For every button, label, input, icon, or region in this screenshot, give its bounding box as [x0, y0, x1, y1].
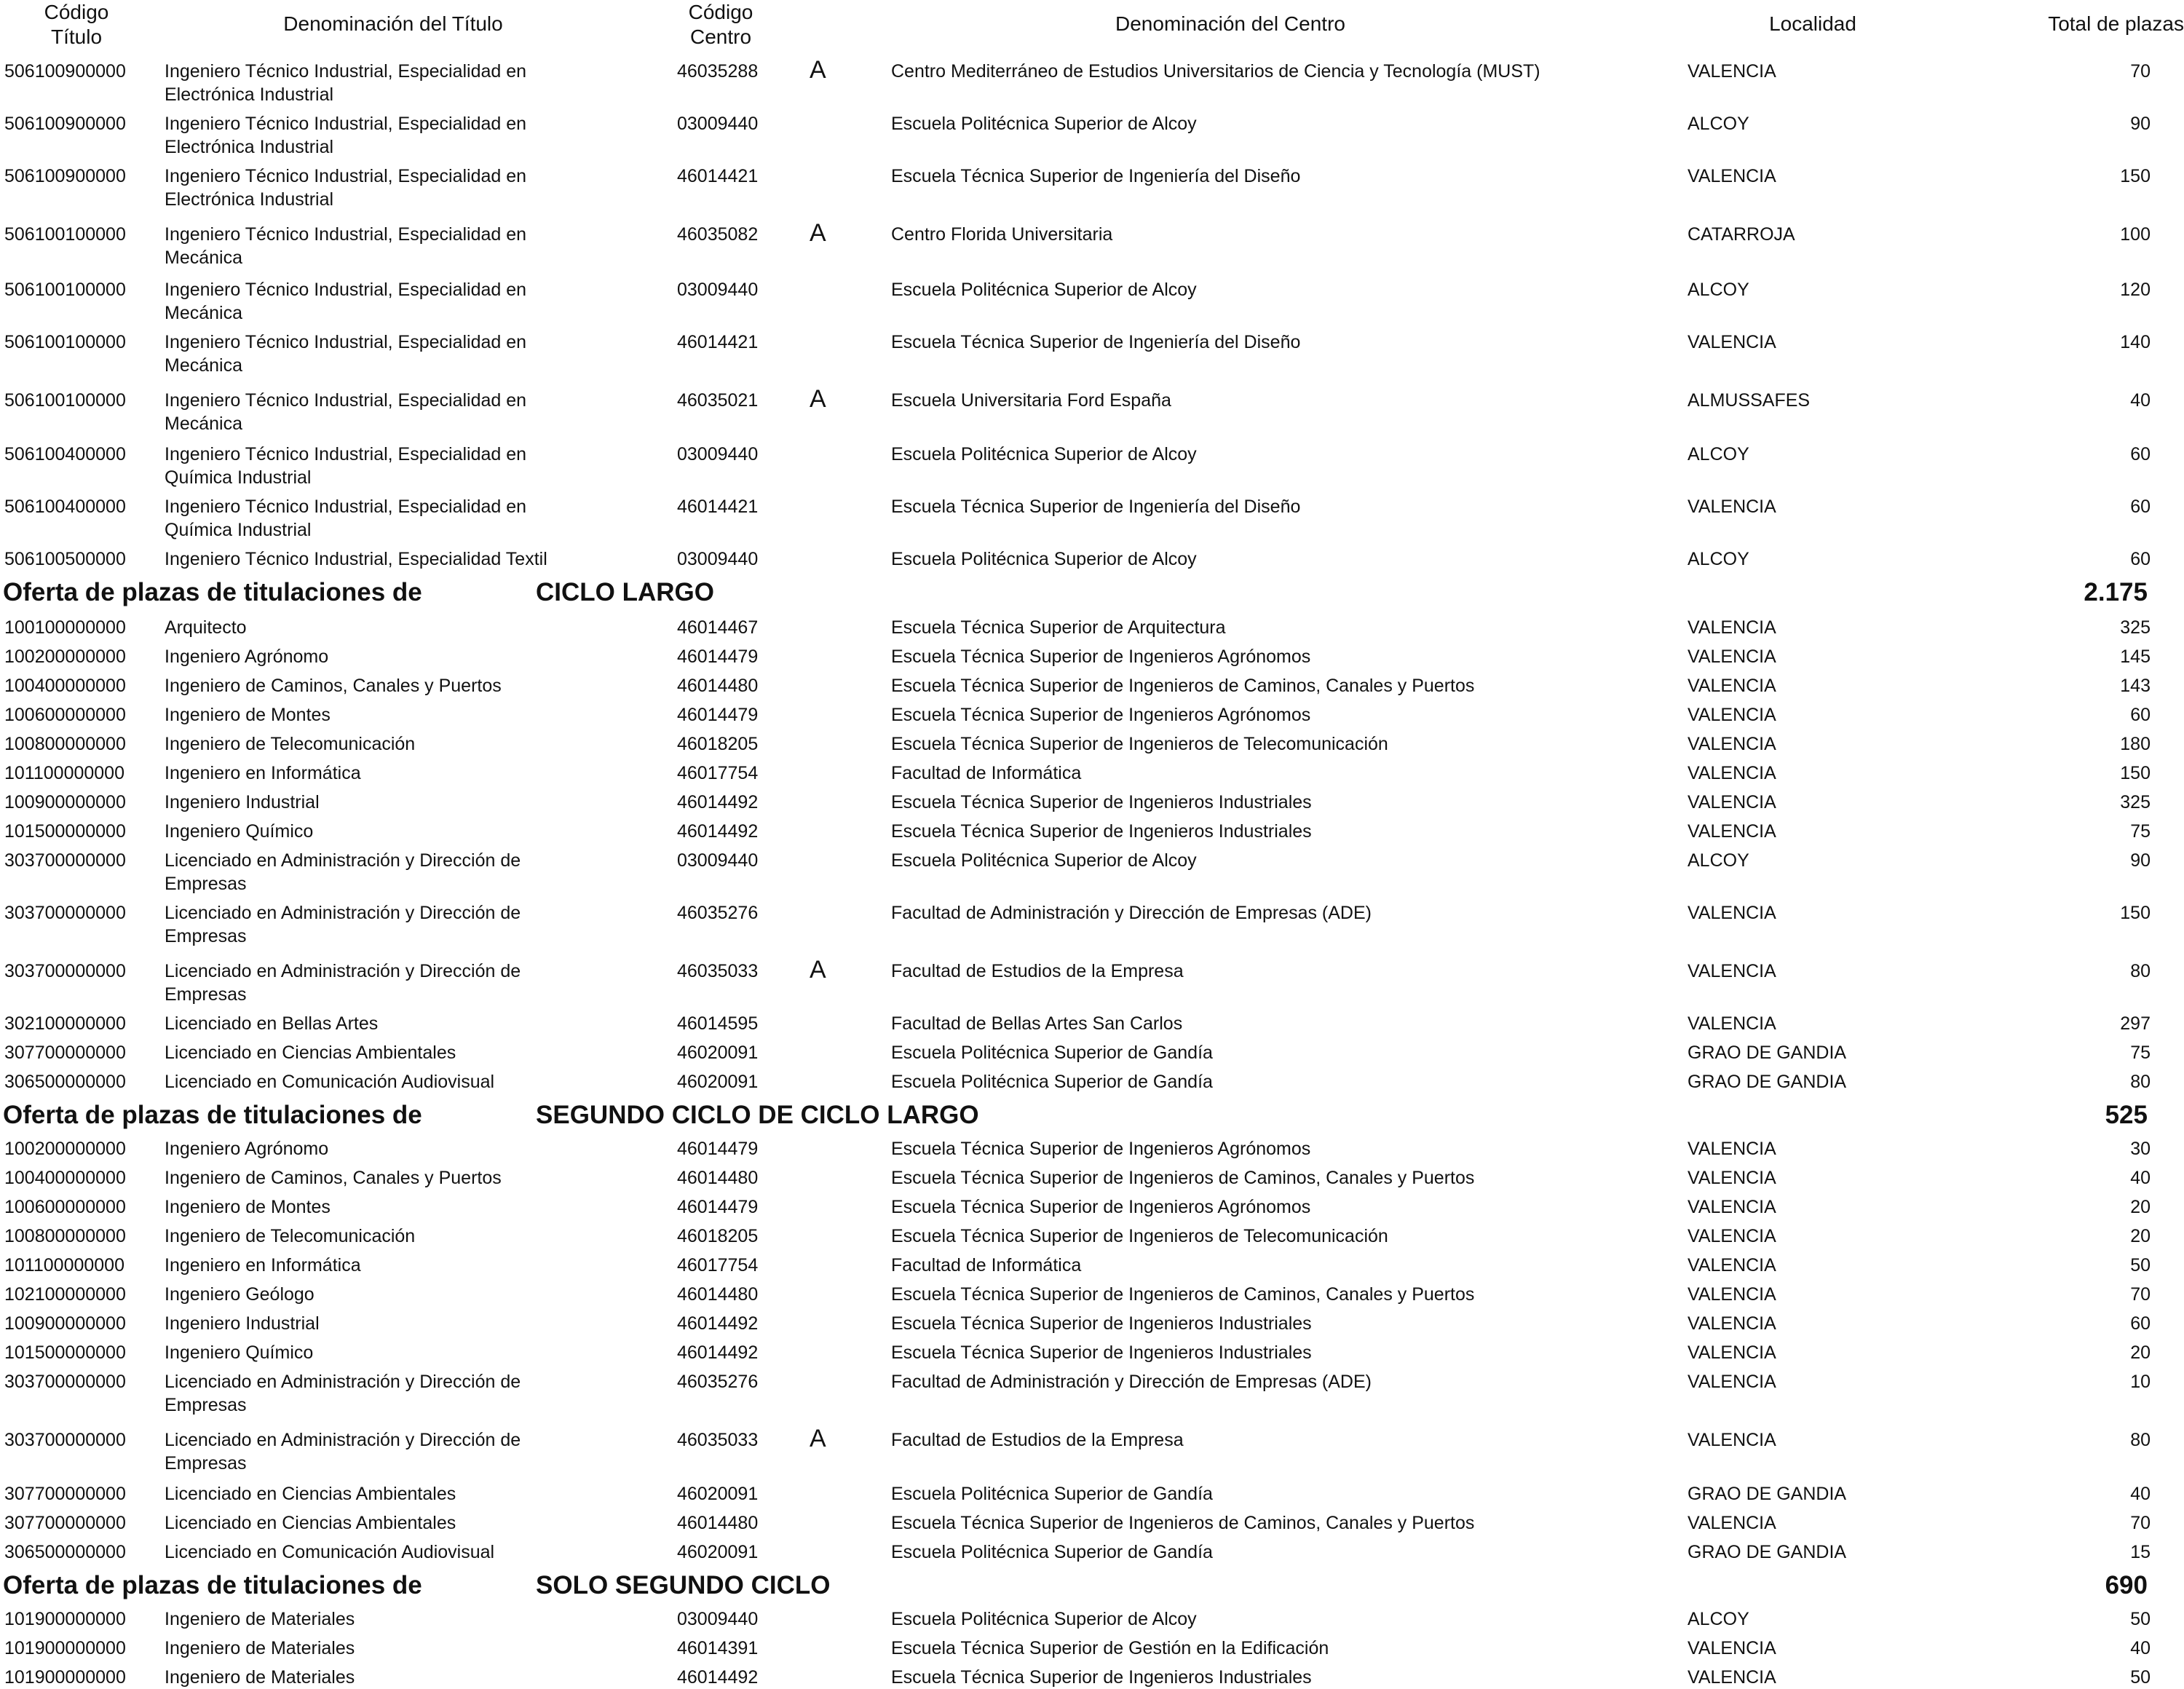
cell-denominacion-titulo: Licenciado en Comunicación Audiovisual [165, 1072, 495, 1092]
cell-codigo-centro: 46035276 [677, 1372, 759, 1392]
cell-denominacion-centro: Escuela Politécnica Superior de Alcoy [891, 549, 1197, 569]
cell-codigo-centro: 46014595 [677, 1013, 759, 1034]
cell-denominacion-centro: Escuela Técnica Superior de Ingenieros de Caminos, Canales y Puertos [891, 676, 1475, 696]
cell-total-plazas: 20 [2130, 1197, 2151, 1217]
cell-denominacion-titulo: Ingeniero en Informática [165, 1255, 361, 1275]
cell-total-plazas: 100 [2120, 224, 2151, 245]
cell-codigo-titulo: 101900000000 [4, 1667, 126, 1688]
cell-total-plazas: 90 [2130, 850, 2151, 871]
cell-codigo-centro: 46020091 [677, 1542, 759, 1562]
cell-codigo-titulo: 307700000000 [4, 1043, 126, 1063]
cell-codigo-titulo: 303700000000 [4, 1430, 126, 1450]
cell-denominacion-titulo: Ingeniero de Montes [165, 1197, 331, 1217]
cell-codigo-titulo: 506100100000 [4, 332, 126, 352]
cell-codigo-centro: 03009440 [677, 850, 759, 871]
cell-total-plazas: 40 [2130, 1638, 2151, 1658]
cell-adscrito-mark: A [810, 385, 826, 413]
cell-denominacion-titulo: Ingeniero de Telecomunicación [165, 734, 416, 754]
cell-localidad: VALENCIA [1688, 961, 1776, 981]
cell-codigo-centro: 46035288 [677, 61, 759, 82]
cell-total-plazas: 50 [2130, 1609, 2151, 1629]
cell-localidad: VALENCIA [1688, 497, 1776, 517]
cell-codigo-titulo: 506100400000 [4, 444, 126, 464]
cell-localidad: VALENCIA [1688, 792, 1776, 812]
cell-codigo-centro: 46014480 [677, 1284, 759, 1305]
cell-localidad: VALENCIA [1688, 1139, 1776, 1159]
cell-total-plazas: 143 [2120, 676, 2151, 696]
cell-localidad: VALENCIA [1688, 646, 1776, 667]
cell-codigo-titulo: 303700000000 [4, 1372, 126, 1392]
section-name: SOLO SEGUNDO CICLO [536, 1571, 831, 1599]
cell-denominacion-centro: Escuela Técnica Superior de Arquitectura [891, 617, 1226, 638]
cell-total-plazas: 50 [2130, 1667, 2151, 1688]
cell-denominacion-titulo: Ingeniero Técnico Industrial, Especialidad en Electrónica Industrial [165, 61, 527, 105]
cell-codigo-titulo: 100800000000 [4, 1226, 126, 1246]
cell-codigo-centro: 46014492 [677, 1667, 759, 1688]
cell-localidad: CATARROJA [1688, 224, 1795, 245]
cell-localidad: VALENCIA [1688, 1255, 1776, 1275]
cell-denominacion-centro: Escuela Técnica Superior de Ingenieros Industriales [891, 1313, 1312, 1334]
cell-total-plazas: 50 [2130, 1255, 2151, 1275]
header-denominacion-titulo: Denominación del Título [283, 12, 503, 35]
cell-localidad: VALENCIA [1688, 903, 1776, 923]
cell-denominacion-titulo: Licenciado en Ciencias Ambientales [165, 1043, 456, 1063]
cell-codigo-titulo: 506100100000 [4, 390, 126, 411]
cell-denominacion-centro: Escuela Politécnica Superior de Gandía [891, 1072, 1213, 1092]
cell-denominacion-titulo: Ingeniero Industrial [165, 1313, 320, 1334]
cell-localidad: ALCOY [1688, 444, 1749, 464]
cell-codigo-titulo: 101100000000 [4, 1255, 124, 1275]
cell-denominacion-centro: Escuela Técnica Superior de Ingenieros de Caminos, Canales y Puertos [891, 1284, 1475, 1305]
cell-codigo-titulo: 100400000000 [4, 676, 126, 696]
cell-denominacion-centro: Facultad de Administración y Dirección de Empresas (ADE) [891, 903, 1372, 923]
cell-denominacion-centro: Escuela Universitaria Ford España [891, 390, 1171, 411]
cell-total-plazas: 75 [2130, 821, 2151, 842]
cell-denominacion-centro: Centro Florida Universitaria [891, 224, 1113, 245]
section-label: Oferta de plazas de titulaciones de [3, 1571, 422, 1599]
cell-codigo-titulo: 100900000000 [4, 1313, 126, 1334]
cell-codigo-centro: 46014479 [677, 705, 759, 725]
cell-localidad: VALENCIA [1688, 676, 1776, 696]
cell-localidad: ALCOY [1688, 549, 1749, 569]
cell-codigo-titulo: 100600000000 [4, 1197, 126, 1217]
header-denominacion-centro: Denominación del Centro [1115, 12, 1345, 35]
cell-codigo-centro: 46014492 [677, 821, 759, 842]
cell-denominacion-centro: Facultad de Informática [891, 763, 1082, 783]
cell-denominacion-centro: Escuela Técnica Superior de Ingenieros de Caminos, Canales y Puertos [891, 1513, 1475, 1533]
cell-codigo-centro: 46014479 [677, 646, 759, 667]
cell-codigo-titulo: 101500000000 [4, 1342, 126, 1363]
cell-codigo-centro: 46018205 [677, 734, 759, 754]
cell-denominacion-titulo: Ingeniero Geólogo [165, 1284, 314, 1305]
cell-localidad: VALENCIA [1688, 1168, 1776, 1188]
cell-denominacion-titulo: Licenciado en Ciencias Ambientales [165, 1484, 456, 1504]
cell-denominacion-centro: Escuela Técnica Superior de Ingenieros Industriales [891, 792, 1312, 812]
cell-denominacion-titulo: Ingeniero de Materiales [165, 1638, 355, 1658]
cell-codigo-centro: 46014421 [677, 332, 759, 352]
cell-denominacion-titulo: Licenciado en Administración y Dirección de Empresas [165, 850, 521, 894]
cell-adscrito-mark: A [810, 56, 826, 84]
cell-denominacion-centro: Escuela Técnica Superior de Ingeniería del Diseño [891, 497, 1301, 517]
cell-total-plazas: 70 [2130, 61, 2151, 82]
cell-localidad: VALENCIA [1688, 734, 1776, 754]
cell-denominacion-titulo: Ingeniero Técnico Industrial, Especialidad en Química Industrial [165, 497, 527, 540]
cell-denominacion-titulo: Ingeniero Industrial [165, 792, 320, 812]
cell-total-plazas: 80 [2130, 1072, 2151, 1092]
cell-total-plazas: 15 [2130, 1542, 2151, 1562]
cell-total-plazas: 40 [2130, 1484, 2151, 1504]
cell-codigo-centro: 46014479 [677, 1197, 759, 1217]
cell-codigo-centro: 46035082 [677, 224, 759, 245]
cell-localidad: VALENCIA [1688, 1226, 1776, 1246]
cell-localidad: VALENCIA [1688, 1638, 1776, 1658]
section-name: CICLO LARGO [536, 578, 714, 606]
cell-codigo-titulo: 506100900000 [4, 166, 126, 186]
header-codigo-centro: Código Centro [688, 1, 753, 48]
cell-localidad: VALENCIA [1688, 617, 1776, 638]
cell-localidad: VALENCIA [1688, 332, 1776, 352]
cell-denominacion-centro: Escuela Técnica Superior de Ingenieros Industriales [891, 1667, 1312, 1688]
cell-localidad: VALENCIA [1688, 1342, 1776, 1363]
cell-codigo-titulo: 101900000000 [4, 1609, 126, 1629]
cell-codigo-centro: 46035033 [677, 961, 759, 981]
cell-codigo-centro: 03009440 [677, 1609, 759, 1629]
cell-denominacion-titulo: Arquitecto [165, 617, 247, 638]
cell-codigo-titulo: 100800000000 [4, 734, 126, 754]
cell-localidad: ALCOY [1688, 114, 1749, 134]
cell-codigo-titulo: 307700000000 [4, 1484, 126, 1504]
cell-codigo-centro: 46014421 [677, 497, 759, 517]
cell-total-plazas: 150 [2120, 903, 2151, 923]
cell-total-plazas: 297 [2120, 1013, 2151, 1034]
cell-denominacion-centro: Escuela Técnica Superior de Ingenieros Agrónomos [891, 705, 1311, 725]
cell-denominacion-titulo: Ingeniero de Materiales [165, 1609, 355, 1629]
cell-denominacion-centro: Facultad de Estudios de la Empresa [891, 1430, 1184, 1450]
cell-denominacion-titulo: Licenciado en Bellas Artes [165, 1013, 379, 1034]
cell-total-plazas: 70 [2130, 1284, 2151, 1305]
cell-total-plazas: 40 [2130, 390, 2151, 411]
cell-codigo-centro: 46020091 [677, 1484, 759, 1504]
cell-denominacion-titulo: Ingeniero Técnico Industrial, Especialidad en Mecánica [165, 280, 527, 323]
cell-denominacion-centro: Facultad de Bellas Artes San Carlos [891, 1013, 1183, 1034]
cell-codigo-titulo: 100200000000 [4, 646, 126, 667]
cell-denominacion-centro: Escuela Técnica Superior de Ingenieros de Caminos, Canales y Puertos [891, 1168, 1475, 1188]
cell-localidad: GRAO DE GANDIA [1688, 1072, 1847, 1092]
cell-denominacion-centro: Escuela Técnica Superior de Ingenieros Industriales [891, 1342, 1312, 1363]
cell-codigo-titulo: 100900000000 [4, 792, 126, 812]
cell-adscrito-mark: A [810, 219, 826, 247]
cell-codigo-titulo: 506100500000 [4, 549, 126, 569]
cell-denominacion-centro: Escuela Técnica Superior de Ingenieros Industriales [891, 821, 1312, 842]
cell-codigo-titulo: 303700000000 [4, 850, 126, 871]
cell-total-plazas: 325 [2120, 792, 2151, 812]
cell-denominacion-centro: Escuela Técnica Superior de Ingenieros Agrónomos [891, 1197, 1311, 1217]
cell-total-plazas: 150 [2120, 166, 2151, 186]
cell-denominacion-centro: Escuela Politécnica Superior de Alcoy [891, 850, 1197, 871]
cell-denominacion-centro: Escuela Politécnica Superior de Alcoy [891, 444, 1197, 464]
header-localidad: Localidad [1769, 12, 1856, 35]
cell-total-plazas: 325 [2120, 617, 2151, 638]
cell-denominacion-centro: Escuela Técnica Superior de Ingeniería del Diseño [891, 332, 1301, 352]
section-total: 690 [2105, 1571, 2148, 1599]
cell-codigo-titulo: 100200000000 [4, 1139, 126, 1159]
cell-total-plazas: 40 [2130, 1168, 2151, 1188]
cell-denominacion-centro: Centro Mediterráneo de Estudios Universitarios de Ciencia y Tecnología (MUST) [891, 61, 1540, 82]
cell-codigo-centro: 46014492 [677, 1342, 759, 1363]
cell-denominacion-titulo: Ingeniero de Materiales [165, 1667, 355, 1688]
cell-codigo-centro: 46014480 [677, 1168, 759, 1188]
cell-codigo-titulo: 303700000000 [4, 903, 126, 923]
cell-denominacion-centro: Escuela Politécnica Superior de Gandía [891, 1484, 1213, 1504]
cell-denominacion-titulo: Ingeniero Técnico Industrial, Especialidad en Electrónica Industrial [165, 114, 527, 157]
cell-denominacion-titulo: Ingeniero Químico [165, 1342, 314, 1363]
cell-codigo-centro: 46014492 [677, 792, 759, 812]
cell-codigo-centro: 46020091 [677, 1043, 759, 1063]
header-codigo-titulo: Código Título [44, 1, 109, 48]
cell-codigo-centro: 03009440 [677, 280, 759, 300]
cell-denominacion-centro: Escuela Politécnica Superior de Gandía [891, 1542, 1213, 1562]
header-total-plazas: Total de plazas [2048, 12, 2184, 35]
cell-localidad: GRAO DE GANDIA [1688, 1484, 1847, 1504]
cell-localidad: ALCOY [1688, 850, 1749, 871]
cell-adscrito-mark: A [810, 1425, 826, 1452]
cell-codigo-titulo: 102100000000 [4, 1284, 126, 1305]
cell-denominacion-centro: Escuela Politécnica Superior de Alcoy [891, 1609, 1197, 1629]
cell-localidad: VALENCIA [1688, 1284, 1776, 1305]
cell-codigo-centro: 03009440 [677, 114, 759, 134]
cell-denominacion-centro: Escuela Técnica Superior de Ingenieros Agrónomos [891, 646, 1311, 667]
cell-denominacion-titulo: Licenciado en Ciencias Ambientales [165, 1513, 456, 1533]
cell-codigo-titulo: 101500000000 [4, 821, 126, 842]
cell-total-plazas: 70 [2130, 1513, 2151, 1533]
cell-codigo-centro: 46014479 [677, 1139, 759, 1159]
cell-total-plazas: 75 [2130, 1043, 2151, 1063]
cell-localidad: VALENCIA [1688, 763, 1776, 783]
cell-codigo-centro: 46014492 [677, 1313, 759, 1334]
cell-codigo-titulo: 506100400000 [4, 497, 126, 517]
cell-denominacion-centro: Escuela Técnica Superior de Ingenieros de Telecomunicación [891, 734, 1388, 754]
cell-localidad: VALENCIA [1688, 61, 1776, 82]
cell-localidad: VALENCIA [1688, 1013, 1776, 1034]
section-total: 525 [2105, 1101, 2148, 1129]
cell-codigo-centro: 46035033 [677, 1430, 759, 1450]
cell-codigo-centro: 46017754 [677, 1255, 759, 1275]
cell-localidad: GRAO DE GANDIA [1688, 1542, 1847, 1562]
cell-adscrito-mark: A [810, 956, 826, 984]
cell-localidad: VALENCIA [1688, 166, 1776, 186]
cell-denominacion-titulo: Ingeniero de Caminos, Canales y Puertos [165, 1168, 502, 1188]
cell-denominacion-titulo: Ingeniero Técnico Industrial, Especialidad en Electrónica Industrial [165, 166, 527, 210]
cell-denominacion-centro: Escuela Técnica Superior de Ingenieros de Telecomunicación [891, 1226, 1388, 1246]
cell-codigo-centro: 46014480 [677, 1513, 759, 1533]
cell-codigo-titulo: 101100000000 [4, 763, 124, 783]
cell-codigo-titulo: 101900000000 [4, 1638, 126, 1658]
cell-total-plazas: 120 [2120, 280, 2151, 300]
cell-total-plazas: 90 [2130, 114, 2151, 134]
cell-denominacion-titulo: Licenciado en Administración y Dirección de Empresas [165, 903, 521, 946]
cell-codigo-centro: 46035276 [677, 903, 759, 923]
cell-denominacion-titulo: Licenciado en Administración y Dirección de Empresas [165, 1430, 521, 1474]
cell-localidad: VALENCIA [1688, 1197, 1776, 1217]
cell-codigo-titulo: 307700000000 [4, 1513, 126, 1533]
cell-total-plazas: 30 [2130, 1139, 2151, 1159]
cell-codigo-centro: 46018205 [677, 1226, 759, 1246]
cell-total-plazas: 60 [2130, 705, 2151, 725]
cell-codigo-titulo: 506100100000 [4, 280, 126, 300]
cell-localidad: VALENCIA [1688, 1513, 1776, 1533]
cell-localidad: VALENCIA [1688, 1430, 1776, 1450]
cell-localidad: VALENCIA [1688, 1313, 1776, 1334]
cell-total-plazas: 60 [2130, 549, 2151, 569]
cell-total-plazas: 80 [2130, 1430, 2151, 1450]
cell-denominacion-titulo: Licenciado en Comunicación Audiovisual [165, 1542, 495, 1562]
cell-localidad: VALENCIA [1688, 1667, 1776, 1688]
cell-denominacion-centro: Escuela Politécnica Superior de Alcoy [891, 114, 1197, 134]
cell-denominacion-centro: Escuela Politécnica Superior de Alcoy [891, 280, 1197, 300]
cell-denominacion-centro: Facultad de Administración y Dirección de Empresas (ADE) [891, 1372, 1372, 1392]
cell-localidad: VALENCIA [1688, 821, 1776, 842]
cell-codigo-centro: 46014480 [677, 676, 759, 696]
cell-codigo-titulo: 302100000000 [4, 1013, 126, 1034]
cell-codigo-centro: 03009440 [677, 549, 759, 569]
cell-denominacion-titulo: Ingeniero Técnico Industrial, Especialidad en Mecánica [165, 224, 527, 268]
cell-total-plazas: 80 [2130, 961, 2151, 981]
cell-codigo-titulo: 100100000000 [4, 617, 126, 638]
section-label: Oferta de plazas de titulaciones de [3, 578, 422, 606]
cell-denominacion-titulo: Licenciado en Administración y Dirección de Empresas [165, 961, 521, 1005]
cell-localidad: GRAO DE GANDIA [1688, 1043, 1847, 1063]
cell-codigo-titulo: 306500000000 [4, 1072, 126, 1092]
cell-localidad: ALCOY [1688, 1609, 1749, 1629]
cell-codigo-centro: 46014421 [677, 166, 759, 186]
cell-localidad: VALENCIA [1688, 1372, 1776, 1392]
cell-denominacion-titulo: Ingeniero Técnico Industrial, Especialidad Textil [165, 549, 547, 569]
cell-codigo-centro: 46035021 [677, 390, 759, 411]
cell-total-plazas: 20 [2130, 1342, 2151, 1363]
cell-localidad: ALCOY [1688, 280, 1749, 300]
section-name: SEGUNDO CICLO DE CICLO LARGO [536, 1101, 979, 1129]
cell-denominacion-titulo: Ingeniero en Informática [165, 763, 361, 783]
cell-codigo-centro: 46014391 [677, 1638, 759, 1658]
cell-denominacion-centro: Escuela Politécnica Superior de Gandía [891, 1043, 1213, 1063]
cell-codigo-titulo: 303700000000 [4, 961, 126, 981]
cell-total-plazas: 140 [2120, 332, 2151, 352]
cell-localidad: VALENCIA [1688, 705, 1776, 725]
cell-total-plazas: 145 [2120, 646, 2151, 667]
cell-codigo-titulo: 100400000000 [4, 1168, 126, 1188]
cell-denominacion-titulo: Ingeniero Agrónomo [165, 1139, 329, 1159]
cell-codigo-titulo: 506100900000 [4, 114, 126, 134]
cell-denominacion-centro: Facultad de Estudios de la Empresa [891, 961, 1184, 981]
cell-codigo-centro: 03009440 [677, 444, 759, 464]
cell-denominacion-titulo: Ingeniero de Caminos, Canales y Puertos [165, 676, 502, 696]
cell-total-plazas: 60 [2130, 1313, 2151, 1334]
cell-codigo-centro: 46017754 [677, 763, 759, 783]
cell-codigo-centro: 46020091 [677, 1072, 759, 1092]
cell-denominacion-centro: Escuela Técnica Superior de Ingenieros Agrónomos [891, 1139, 1311, 1159]
cell-denominacion-titulo: Ingeniero Químico [165, 821, 314, 842]
cell-denominacion-titulo: Ingeniero Técnico Industrial, Especialidad en Química Industrial [165, 444, 527, 488]
cell-denominacion-titulo: Ingeniero Técnico Industrial, Especialidad en Mecánica [165, 390, 527, 434]
cell-codigo-titulo: 100600000000 [4, 705, 126, 725]
cell-total-plazas: 150 [2120, 763, 2151, 783]
cell-total-plazas: 60 [2130, 497, 2151, 517]
section-label: Oferta de plazas de titulaciones de [3, 1101, 422, 1129]
cell-codigo-titulo: 506100100000 [4, 224, 126, 245]
cell-denominacion-titulo: Ingeniero Técnico Industrial, Especialidad en Mecánica [165, 332, 527, 376]
cell-total-plazas: 60 [2130, 444, 2151, 464]
cell-denominacion-titulo: Ingeniero de Montes [165, 705, 331, 725]
cell-total-plazas: 20 [2130, 1226, 2151, 1246]
cell-codigo-titulo: 506100900000 [4, 61, 126, 82]
cell-denominacion-centro: Escuela Técnica Superior de Ingeniería del Diseño [891, 166, 1301, 186]
cell-denominacion-titulo: Ingeniero Agrónomo [165, 646, 329, 667]
section-total: 2.175 [2084, 578, 2148, 606]
cell-codigo-centro: 46014467 [677, 617, 759, 638]
cell-denominacion-centro: Escuela Técnica Superior de Gestión en la Edificación [891, 1638, 1329, 1658]
cell-total-plazas: 10 [2130, 1372, 2151, 1392]
cell-denominacion-titulo: Ingeniero de Telecomunicación [165, 1226, 416, 1246]
cell-denominacion-titulo: Licenciado en Administración y Dirección de Empresas [165, 1372, 521, 1415]
cell-denominacion-centro: Facultad de Informática [891, 1255, 1082, 1275]
cell-codigo-titulo: 306500000000 [4, 1542, 126, 1562]
cell-localidad: ALMUSSAFES [1688, 390, 1811, 411]
cell-total-plazas: 180 [2120, 734, 2151, 754]
